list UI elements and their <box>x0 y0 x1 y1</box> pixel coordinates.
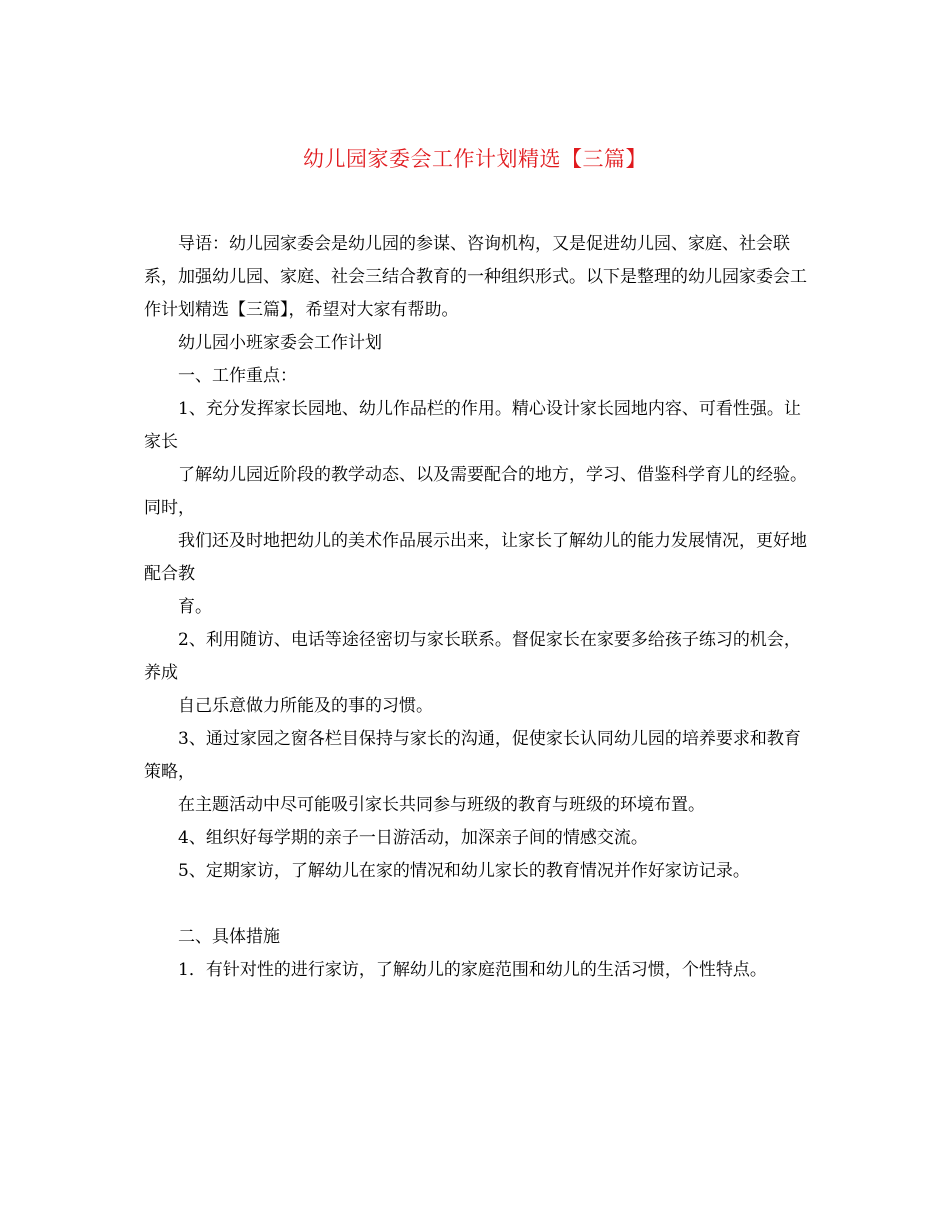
paragraph-item-1-continued-3: 育。 <box>178 597 212 617</box>
document-title: 幼儿园家委会工作计划精选【三篇】 <box>303 147 647 171</box>
section-heading-small-class-plan: 幼儿园小班家委会工作计划 <box>178 333 382 353</box>
paragraph-item-2-continued: 自己乐意做力所能及的事的习惯。 <box>178 696 433 716</box>
paragraph-item-3-continued: 在主题活动中尽可能吸引家长共同参与班级的教育与班级的环境布置。 <box>178 795 705 815</box>
section-heading-measures: 二、具体措施 <box>178 927 280 947</box>
document-body <box>144 228 809 987</box>
paragraph-item-3: 3、通过家园之窗各栏目保持与家长的沟通，促使家长认同幼儿园的培养要求和教育策略， <box>144 729 801 782</box>
paragraph-measure-1: 1．有针对性的进行家访，了解幼儿的家庭范围和幼儿的生活习惯，个性特点。 <box>178 960 767 980</box>
section-heading-work-focus: 一、工作重点： <box>178 366 297 386</box>
paragraph-item-5: 5、定期家访，了解幼儿在家的情况和幼儿家长的教育情况并作好家访记录。 <box>178 861 750 881</box>
intro-paragraph: 导语：幼儿园家委会是幼儿园的参谋、咨询机构，又是促进幼儿园、家庭、社会联系，加强幼儿园、家庭、社会三结合教育的一种组织形式。以下是整理的幼儿园家委会工作计划精选【三篇】，希望对大家有帮助。 <box>144 234 807 320</box>
paragraph-item-1-continued-2: 我们还及时地把幼儿的美术作品展示出来，让家长了解幼儿的能力发展情况，更好地配合教 <box>144 531 807 584</box>
paragraph-item-1-continued: 了解幼儿园近阶段的教学动态、以及需要配合的地方，学习、借鉴科学育儿的经验。同时， <box>144 465 807 518</box>
paragraph-item-1: 1、充分发挥家长园地、幼儿作品栏的作用。精心设计家长园地内容、可看性强。让家长 <box>144 399 801 452</box>
paragraph-item-4: 4、组织好每学期的亲子一日游活动，加深亲子间的情感交流。 <box>178 828 648 848</box>
paragraph-item-2: 2、利用随访、电话等途径密切与家长联系。督促家长在家要多给孩子练习的机会，养成 <box>144 630 801 683</box>
